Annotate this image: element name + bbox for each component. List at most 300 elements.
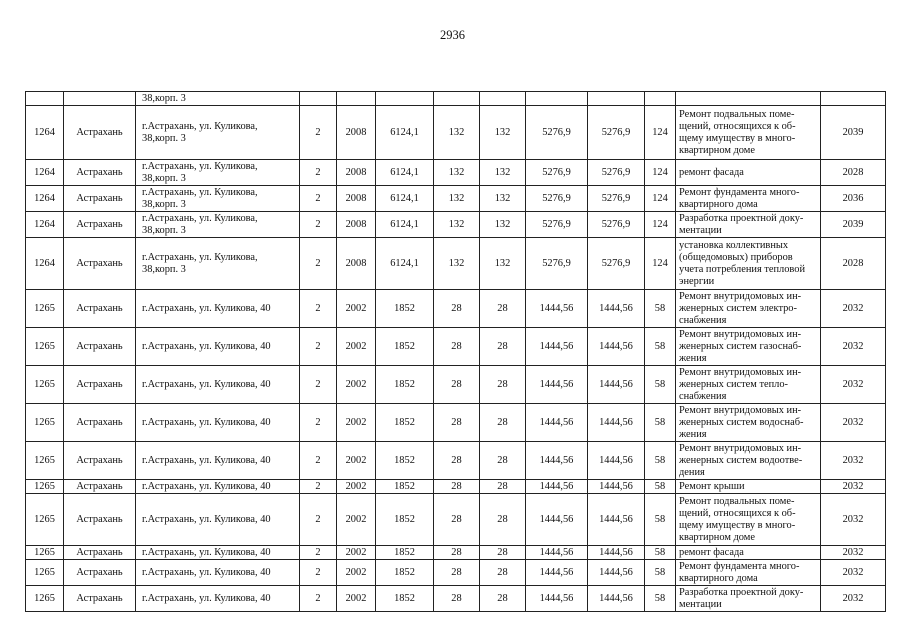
residents-cell (645, 160, 676, 186)
build-year-cell (337, 160, 376, 186)
work-line: Разработка проектной доку- (679, 586, 804, 598)
build-year-cell-text: 2002 (345, 513, 367, 525)
total-area-cell-text: 1852 (394, 340, 415, 352)
table-row (26, 186, 886, 212)
work-line: Ремонт фундамента много- (679, 560, 800, 572)
area-cell-2-text: 132 (494, 166, 511, 178)
cost-cell-2 (588, 290, 645, 328)
city-cell-text: Астрахань (76, 513, 123, 525)
house-number-cell (26, 366, 64, 404)
cost-cell-text: 1444,56 (539, 546, 574, 558)
work-type-cell (676, 442, 821, 480)
house-number-cell-text: 1264 (34, 257, 55, 269)
address-line: 38,корп. 3 (142, 172, 186, 184)
floors-cell-text: 2 (315, 416, 321, 428)
area-cell-2-text: 28 (497, 592, 508, 604)
address-line: г.Астрахань, ул. Куликова, 40 (142, 546, 271, 558)
total-area-cell-text: 1852 (394, 513, 415, 525)
floors-cell-text: 2 (315, 566, 321, 578)
work-year-cell-text: 2032 (842, 416, 864, 428)
area-cell-2-text: 28 (497, 480, 508, 492)
area-cell-2 (480, 494, 526, 546)
work-type-cell (676, 546, 821, 560)
city-cell (64, 328, 136, 366)
residents-cell (645, 404, 676, 442)
table-row (26, 546, 886, 560)
work-type-cell (676, 186, 821, 212)
area-cell-text: 132 (448, 192, 465, 204)
address-cell (136, 238, 300, 290)
city-cell-text: Астрахань (76, 378, 123, 390)
house-number-cell-text: 1265 (34, 340, 55, 352)
residents-cell-text: 58 (654, 592, 666, 604)
work-line: снабжения (679, 314, 727, 326)
build-year-cell (337, 238, 376, 290)
residents-cell-text: 58 (654, 416, 666, 428)
cost-cell (526, 290, 588, 328)
work-line: ментации (679, 224, 722, 236)
house-number-cell (26, 106, 64, 160)
residents-cell (645, 106, 676, 160)
work-year-cell-text: 2032 (842, 546, 864, 558)
city-cell (64, 366, 136, 404)
residents-cell (645, 366, 676, 404)
house-number-cell (26, 442, 64, 480)
floors-cell (300, 480, 337, 494)
floors-cell-text: 2 (315, 126, 321, 138)
work-line: Ремонт внутридомовых ин- (679, 328, 802, 340)
house-number-cell (26, 494, 64, 546)
area-cell (434, 92, 480, 106)
build-year-cell-text: 2002 (345, 546, 367, 558)
total-area-cell-text: 1852 (394, 302, 415, 314)
work-line: установка коллективных (679, 239, 789, 251)
area-cell-2-text: 28 (497, 302, 508, 314)
build-year-cell-text: 2008 (345, 257, 367, 269)
house-number-cell (26, 560, 64, 586)
house-number-cell (26, 480, 64, 494)
area-cell-text: 132 (448, 218, 465, 230)
cost-cell-2-text: 1444,56 (599, 480, 633, 492)
house-number-cell-text: 1264 (34, 126, 55, 138)
floors-cell (300, 160, 337, 186)
city-cell (64, 560, 136, 586)
area-cell-2 (480, 238, 526, 290)
work-line: щений, относящихся к об- (679, 120, 796, 132)
work-line: Ремонт подвальных поме- (679, 108, 795, 120)
work-year-cell-text: 2032 (842, 566, 864, 578)
table-row (26, 480, 886, 494)
table-row (26, 560, 886, 586)
area-cell-2 (480, 92, 526, 106)
area-cell-text: 28 (451, 454, 462, 466)
cost-cell-2 (588, 212, 645, 238)
cost-cell (526, 546, 588, 560)
total-area-cell-text: 1852 (394, 378, 415, 390)
city-cell (64, 480, 136, 494)
floors-cell (300, 186, 337, 212)
city-cell-text: Астрахань (76, 480, 123, 492)
work-year-cell-text: 2028 (842, 166, 864, 178)
work-type-cell (676, 586, 821, 612)
build-year-cell (337, 480, 376, 494)
address-line: 38,корп. 3 (142, 224, 186, 236)
house-number-cell (26, 546, 64, 560)
house-number-cell-text: 1265 (34, 513, 55, 525)
address-line: 38,корп. 3 (142, 198, 186, 210)
house-number-cell (26, 238, 64, 290)
build-year-cell (337, 106, 376, 160)
build-year-cell-text: 2008 (345, 126, 367, 138)
cost-cell-text: 5276,9 (542, 257, 571, 269)
area-cell-2 (480, 160, 526, 186)
build-year-cell-text: 2008 (345, 166, 367, 178)
work-year-cell-text: 2032 (842, 340, 864, 352)
residents-cell-text: 58 (654, 454, 666, 466)
area-cell (434, 290, 480, 328)
work-line: Ремонт крыши (679, 480, 745, 492)
floors-cell-text: 2 (315, 513, 321, 525)
cost-cell-2 (588, 546, 645, 560)
address-line: г.Астрахань, ул. Куликова, 40 (142, 592, 271, 604)
area-cell-2-text: 28 (497, 340, 508, 352)
floors-cell (300, 586, 337, 612)
area-cell-2-text: 28 (497, 416, 508, 428)
build-year-cell (337, 366, 376, 404)
area-cell-2-text: 28 (497, 378, 508, 390)
area-cell-2 (480, 212, 526, 238)
city-cell-text: Астрахань (76, 126, 123, 138)
build-year-cell (337, 328, 376, 366)
area-cell-2-text: 132 (494, 218, 511, 230)
cost-cell-2-text: 1444,56 (599, 302, 633, 314)
cost-cell-2 (588, 404, 645, 442)
house-number-cell (26, 328, 64, 366)
floors-cell (300, 212, 337, 238)
build-year-cell-text: 2002 (345, 480, 367, 492)
work-line: женерных систем электро- (679, 302, 797, 314)
address-line: 38,корп. 3 (142, 132, 186, 144)
residents-cell (645, 494, 676, 546)
cost-cell (526, 328, 588, 366)
table-row (26, 586, 886, 612)
build-year-cell (337, 212, 376, 238)
cost-cell-text: 1444,56 (539, 454, 574, 466)
cost-cell (526, 586, 588, 612)
area-cell (434, 546, 480, 560)
total-area-cell-text: 6124,1 (390, 126, 419, 138)
work-line: Ремонт внутридомовых ин- (679, 442, 802, 454)
address-line: г.Астрахань, ул. Куликова, (142, 251, 258, 263)
floors-cell (300, 238, 337, 290)
area-cell (434, 106, 480, 160)
total-area-cell (376, 290, 434, 328)
city-cell (64, 586, 136, 612)
residents-cell-text: 58 (654, 340, 666, 352)
city-cell-text: Астрахань (76, 166, 123, 178)
total-area-cell (376, 238, 434, 290)
floors-cell (300, 404, 337, 442)
residents-cell-text: 58 (654, 480, 666, 492)
work-year-cell (821, 586, 886, 612)
work-year-cell (821, 92, 886, 106)
cost-cell (526, 366, 588, 404)
work-line: женерных систем водоснаб- (679, 416, 804, 428)
area-cell-text: 132 (448, 257, 465, 269)
area-cell-2 (480, 586, 526, 612)
address-cell (136, 290, 300, 328)
cost-cell-text: 1444,56 (539, 566, 574, 578)
work-line: снабжения (679, 390, 727, 402)
address-line: г.Астрахань, ул. Куликова, 40 (142, 513, 271, 525)
address-cell (136, 186, 300, 212)
work-type-cell (676, 160, 821, 186)
cost-cell-text: 5276,9 (542, 192, 571, 204)
address-cell (136, 328, 300, 366)
address-cell (136, 404, 300, 442)
work-type-cell (676, 404, 821, 442)
total-area-cell (376, 494, 434, 546)
residents-cell-text: 58 (654, 302, 666, 314)
floors-cell-text: 2 (315, 454, 321, 466)
cost-cell (526, 186, 588, 212)
total-area-cell (376, 480, 434, 494)
residents-cell-text: 124 (652, 192, 668, 204)
city-cell-text: Астрахань (76, 192, 123, 204)
cost-cell-text: 1444,56 (539, 480, 574, 492)
work-line: щему имуществу в много- (679, 132, 796, 144)
floors-cell (300, 560, 337, 586)
build-year-cell-text: 2002 (345, 416, 367, 428)
cost-cell (526, 160, 588, 186)
total-area-cell (376, 442, 434, 480)
work-type-cell (676, 494, 821, 546)
address-line: 38,корп. 3 (142, 92, 186, 104)
house-number-cell-text: 1265 (34, 454, 55, 466)
city-cell-text: Астрахань (76, 416, 123, 428)
total-area-cell-text: 1852 (394, 592, 415, 604)
city-cell (64, 546, 136, 560)
area-cell (434, 186, 480, 212)
cost-cell-2 (588, 238, 645, 290)
residents-cell-text: 124 (652, 126, 668, 138)
area-cell-text: 28 (451, 480, 462, 492)
house-number-cell-text: 1265 (34, 378, 55, 390)
cost-cell-2-text: 1444,56 (599, 340, 633, 352)
residents-cell-text: 124 (652, 166, 668, 178)
table-row (26, 238, 886, 290)
address-cell (136, 546, 300, 560)
residents-cell (645, 328, 676, 366)
cost-cell (526, 480, 588, 494)
cost-cell-2 (588, 106, 645, 160)
work-year-cell-text: 2032 (842, 302, 864, 314)
cost-cell-2 (588, 92, 645, 106)
floors-cell-text: 2 (315, 257, 321, 269)
work-year-cell-text: 2032 (842, 513, 864, 525)
build-year-cell-text: 2002 (345, 340, 367, 352)
floors-cell (300, 328, 337, 366)
total-area-cell (376, 404, 434, 442)
work-line: квартирном доме (679, 531, 755, 543)
address-cell (136, 212, 300, 238)
total-area-cell (376, 560, 434, 586)
address-line: г.Астрахань, ул. Куликова, 40 (142, 340, 271, 352)
area-cell (434, 212, 480, 238)
address-line: г.Астрахань, ул. Куликова, (142, 160, 258, 172)
table-row (26, 290, 886, 328)
page-number: 2936 (440, 28, 465, 42)
build-year-cell-text: 2002 (345, 566, 367, 578)
address-line: г.Астрахань, ул. Куликова, 40 (142, 416, 271, 428)
area-cell-2 (480, 546, 526, 560)
house-number-cell-text: 1265 (34, 546, 55, 558)
floors-cell-text: 2 (315, 480, 321, 492)
city-cell (64, 92, 136, 106)
house-number-cell-text: 1265 (34, 302, 55, 314)
cost-cell-2 (588, 442, 645, 480)
total-area-cell-text: 1852 (394, 546, 415, 558)
address-line: г.Астрахань, ул. Куликова, 40 (142, 566, 271, 578)
build-year-cell-text: 2002 (345, 378, 367, 390)
floors-cell (300, 366, 337, 404)
work-type-cell (676, 366, 821, 404)
cost-cell-2-text: 5276,9 (601, 192, 631, 204)
work-line: жения (679, 352, 707, 364)
work-year-cell (821, 366, 886, 404)
cost-cell (526, 442, 588, 480)
city-cell-text: Астрахань (76, 302, 123, 314)
cost-cell-2-text: 1444,56 (599, 546, 633, 558)
total-area-cell-text: 6124,1 (390, 166, 419, 178)
residents-cell-text: 58 (654, 566, 666, 578)
area-cell (434, 160, 480, 186)
area-cell-2-text: 28 (497, 566, 508, 578)
work-year-cell (821, 546, 886, 560)
address-line: г.Астрахань, ул. Куликова, 40 (142, 302, 271, 314)
city-cell-text: Астрахань (76, 546, 123, 558)
build-year-cell-text: 2002 (345, 592, 367, 604)
work-year-cell (821, 212, 886, 238)
residents-cell (645, 290, 676, 328)
cost-cell-text: 1444,56 (539, 378, 574, 390)
work-line: квартирного дома (679, 198, 758, 210)
work-year-cell (821, 106, 886, 160)
work-year-cell-text: 2032 (842, 454, 864, 466)
address-line: г.Астрахань, ул. Куликова, 40 (142, 378, 271, 390)
residents-cell (645, 560, 676, 586)
build-year-cell-text: 2008 (345, 218, 367, 230)
work-line: щений, относящихся к об- (679, 507, 796, 519)
work-line: (общедомовых) приборов (679, 251, 793, 263)
cost-cell-2 (588, 160, 645, 186)
area-cell-text: 132 (448, 166, 465, 178)
address-cell (136, 442, 300, 480)
total-area-cell-text: 6124,1 (390, 192, 419, 204)
cost-cell-2-text: 5276,9 (601, 126, 631, 138)
area-cell-text: 28 (451, 416, 462, 428)
city-cell (64, 404, 136, 442)
area-cell-text: 28 (451, 302, 462, 314)
cost-cell (526, 404, 588, 442)
work-type-cell (676, 328, 821, 366)
house-number-cell (26, 212, 64, 238)
work-year-cell (821, 160, 886, 186)
build-year-cell (337, 290, 376, 328)
house-number-cell (26, 92, 64, 106)
address-line: г.Астрахань, ул. Куликова, 40 (142, 454, 271, 466)
cost-cell (526, 238, 588, 290)
area-cell (434, 586, 480, 612)
total-area-cell (376, 212, 434, 238)
area-cell-2-text: 132 (494, 126, 511, 138)
work-year-cell (821, 404, 886, 442)
build-year-cell (337, 494, 376, 546)
address-cell (136, 106, 300, 160)
cost-cell-2 (588, 186, 645, 212)
work-year-cell (821, 238, 886, 290)
work-type-cell (676, 212, 821, 238)
work-type-cell (676, 238, 821, 290)
total-area-cell (376, 186, 434, 212)
build-year-cell-text: 2008 (345, 192, 367, 204)
work-year-cell-text: 2028 (842, 257, 864, 269)
work-type-cell (676, 106, 821, 160)
work-line: жения (679, 428, 707, 440)
floors-cell-text: 2 (315, 546, 321, 558)
cost-cell-2 (588, 366, 645, 404)
residents-cell-text: 58 (654, 546, 666, 558)
cost-cell-2-text: 1444,56 (599, 513, 633, 525)
total-area-cell (376, 586, 434, 612)
build-year-cell (337, 92, 376, 106)
build-year-cell (337, 186, 376, 212)
area-cell-text: 28 (451, 546, 462, 558)
city-cell (64, 442, 136, 480)
house-number-cell-text: 1265 (34, 592, 55, 604)
table-row (26, 442, 886, 480)
residents-cell-text: 124 (652, 257, 668, 269)
cost-cell-2 (588, 494, 645, 546)
house-number-cell-text: 1265 (34, 416, 55, 428)
city-cell-text: Астрахань (76, 218, 123, 230)
house-number-cell-text: 1264 (34, 192, 55, 204)
work-line: ремонт фасада (679, 166, 744, 178)
work-line: квартирного дома (679, 572, 758, 584)
area-cell-2 (480, 290, 526, 328)
work-line: квартирном доме (679, 144, 755, 156)
area-cell-text: 28 (451, 592, 462, 604)
work-line: Разработка проектной доку- (679, 212, 804, 224)
cost-cell-text: 5276,9 (542, 126, 571, 138)
address-cell (136, 366, 300, 404)
area-cell-2-text: 28 (497, 513, 508, 525)
city-cell (64, 290, 136, 328)
work-line: щему имуществу в много- (679, 519, 796, 531)
address-cell (136, 560, 300, 586)
build-year-cell (337, 404, 376, 442)
residents-cell (645, 586, 676, 612)
cost-cell-2-text: 5276,9 (601, 166, 631, 178)
residents-cell (645, 92, 676, 106)
city-cell (64, 186, 136, 212)
area-cell (434, 560, 480, 586)
cost-cell-2-text: 1444,56 (599, 454, 633, 466)
floors-cell-text: 2 (315, 340, 321, 352)
total-area-cell-text: 1852 (394, 480, 415, 492)
floors-cell-text: 2 (315, 218, 321, 230)
cost-cell-2-text: 1444,56 (599, 416, 633, 428)
